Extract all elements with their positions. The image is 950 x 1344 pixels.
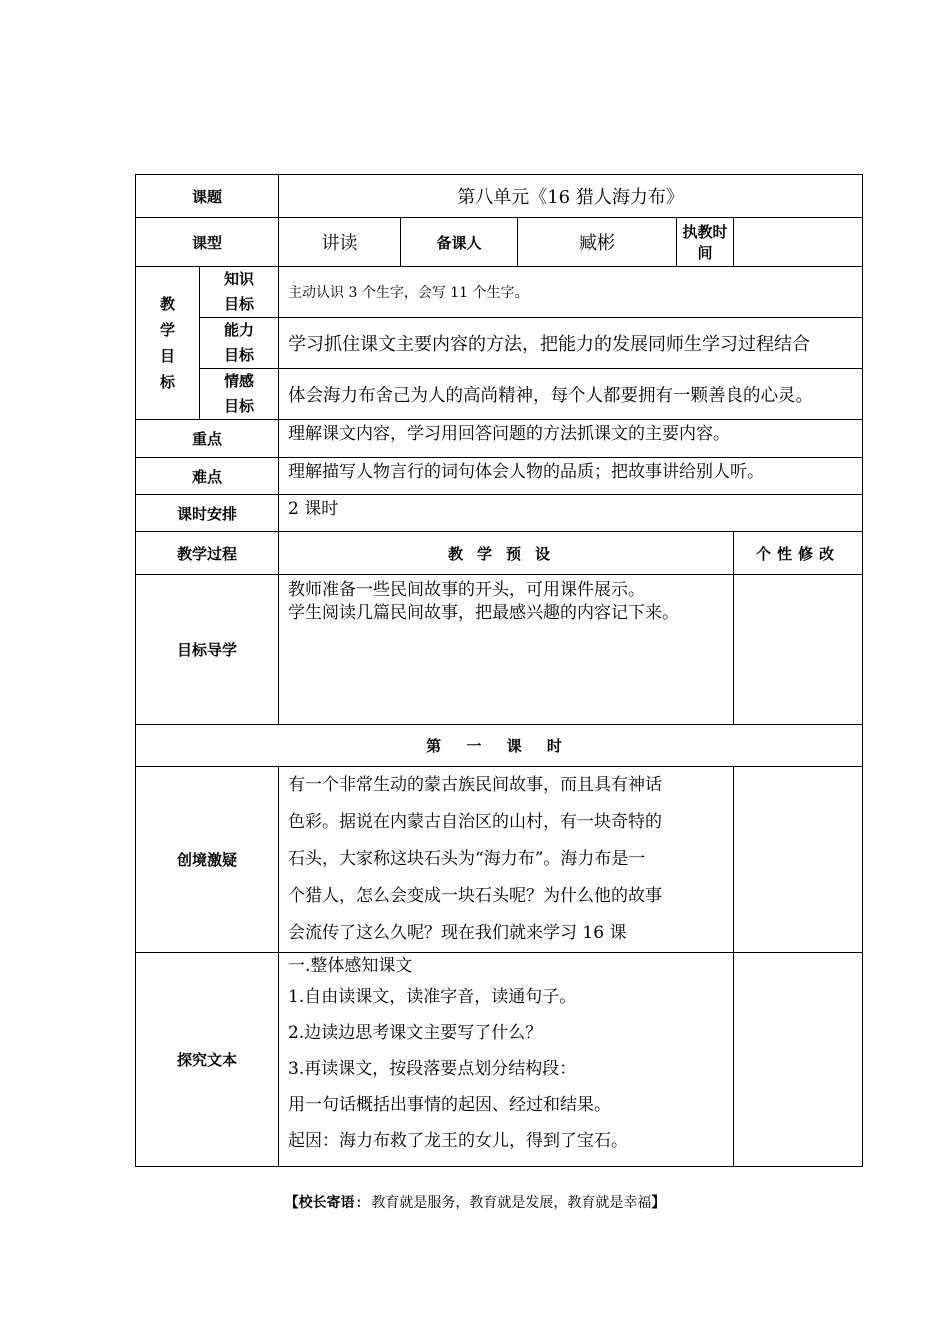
situation-line: 会流传了这么久呢？现在我们就来学习 16 课 (288, 923, 627, 943)
explore-label: 探究文本 (136, 953, 279, 1167)
motto-label: 校长寄语 (298, 1195, 355, 1211)
row-ability-goal (136, 318, 863, 369)
motto-text: : 教育就是服务，教育就是发展，教育就是幸福 (354, 1195, 652, 1211)
preparer-label: 备课人 (401, 218, 518, 267)
row-type (136, 218, 863, 267)
explore-line: 起因：海力布救了龙王的女儿，得到了宝石。 (288, 1131, 629, 1151)
teaching-goals-label: 教 学 目 标 (136, 267, 200, 420)
teach-time-label: 执教时间 (677, 218, 734, 267)
situation-content (279, 767, 734, 953)
lesson-plan-table (135, 174, 863, 1167)
knowledge-goal-text: 主动认识 3 个生字，会写 11 个生字。 (279, 267, 863, 318)
row-schedule (136, 495, 863, 532)
key-point-label: 重点 (136, 420, 279, 458)
type-label: 课型 (136, 218, 279, 267)
situation-line: 个猎人，怎么会变成一块石头呢？为什么他的故事 (288, 886, 663, 906)
preparer-value: 臧彬 (518, 218, 677, 267)
emotion-goal-text: 体会海力布舍己为人的高尚精神，每个人都要拥有一颗善良的心灵。 (279, 369, 863, 420)
explore-revise-cell (734, 953, 863, 1167)
explore-line: 1.自由读课文，读准字音，读通句子。 (288, 987, 577, 1007)
lesson-plan-sheet (135, 174, 862, 1167)
explore-line: 一.整体感知课文 (288, 956, 413, 976)
row-knowledge-goal (136, 267, 863, 318)
type-value: 讲读 (279, 218, 401, 267)
ability-goal-label: 能力 目标 (200, 318, 279, 369)
situation-line: 石头，大家称这块石头为“海力布”。海力布是一 (288, 849, 646, 869)
row-topic (136, 175, 863, 218)
topic-label: 课题 (136, 175, 279, 218)
knowledge-goal-label: 知识 目标 (200, 267, 279, 318)
row-key-point (136, 420, 863, 458)
row-explore (136, 953, 863, 1167)
row-lesson-title (136, 725, 863, 767)
situation-label: 创境激疑 (136, 767, 279, 953)
guide-label: 目标导学 (136, 575, 279, 725)
explore-line: 2.边读边思考课文主要写了什么？ (288, 1023, 543, 1043)
difficulty-text: 理解描写人物言行的词句体会人物的品质；把故事讲给别人听。 (279, 458, 863, 495)
guide-line: 学生阅读几篇民间故事，把最感兴趣的内容记下来。 (288, 603, 680, 623)
situation-revise-cell (734, 767, 863, 953)
lesson-title: 第 一 课 时 (136, 725, 863, 767)
topic-value: 第八单元《16 猎人海力布》 (279, 175, 863, 218)
explore-line: 用一句话概括出事情的起因、经过和结果。 (288, 1095, 612, 1115)
principal-motto: 【校长寄语: 教育就是服务，教育就是发展，教育就是幸福】 (284, 1195, 666, 1211)
guide-line: 教师准备一些民间故事的开头，可用课件展示。 (288, 580, 646, 600)
emotion-goal-label: 情感 目标 (200, 369, 279, 420)
row-process-header (136, 532, 863, 575)
key-point-text: 理解课文内容，学习用回答问题的方法抓课文的主要内容。 (279, 420, 863, 458)
explore-line: 3.再读课文，按段落要点划分结构段： (288, 1059, 577, 1079)
situation-line: 有一个非常生动的蒙古族民间故事，而且具有神话 (288, 775, 663, 795)
teach-time-value (734, 218, 863, 267)
schedule-label: 课时安排 (136, 495, 279, 532)
revise-label: 个性修改 (734, 532, 863, 575)
situation-line: 色彩。据说在内蒙古自治区的山村，有一块奇特的 (288, 812, 663, 832)
explore-content (279, 953, 734, 1167)
guide-content (279, 575, 734, 725)
schedule-text: 2 课时 (279, 495, 863, 532)
row-guide (136, 575, 863, 725)
row-situation (136, 767, 863, 953)
row-difficulty (136, 458, 863, 495)
process-label: 教学过程 (136, 532, 279, 575)
row-emotion-goal (136, 369, 863, 420)
difficulty-label: 难点 (136, 458, 279, 495)
guide-revise-cell (734, 575, 863, 725)
ability-goal-text: 学习抓住课文主要内容的方法，把能力的发展同师生学习过程结合 (279, 318, 863, 369)
plan-label: 教学预设 (279, 532, 734, 575)
